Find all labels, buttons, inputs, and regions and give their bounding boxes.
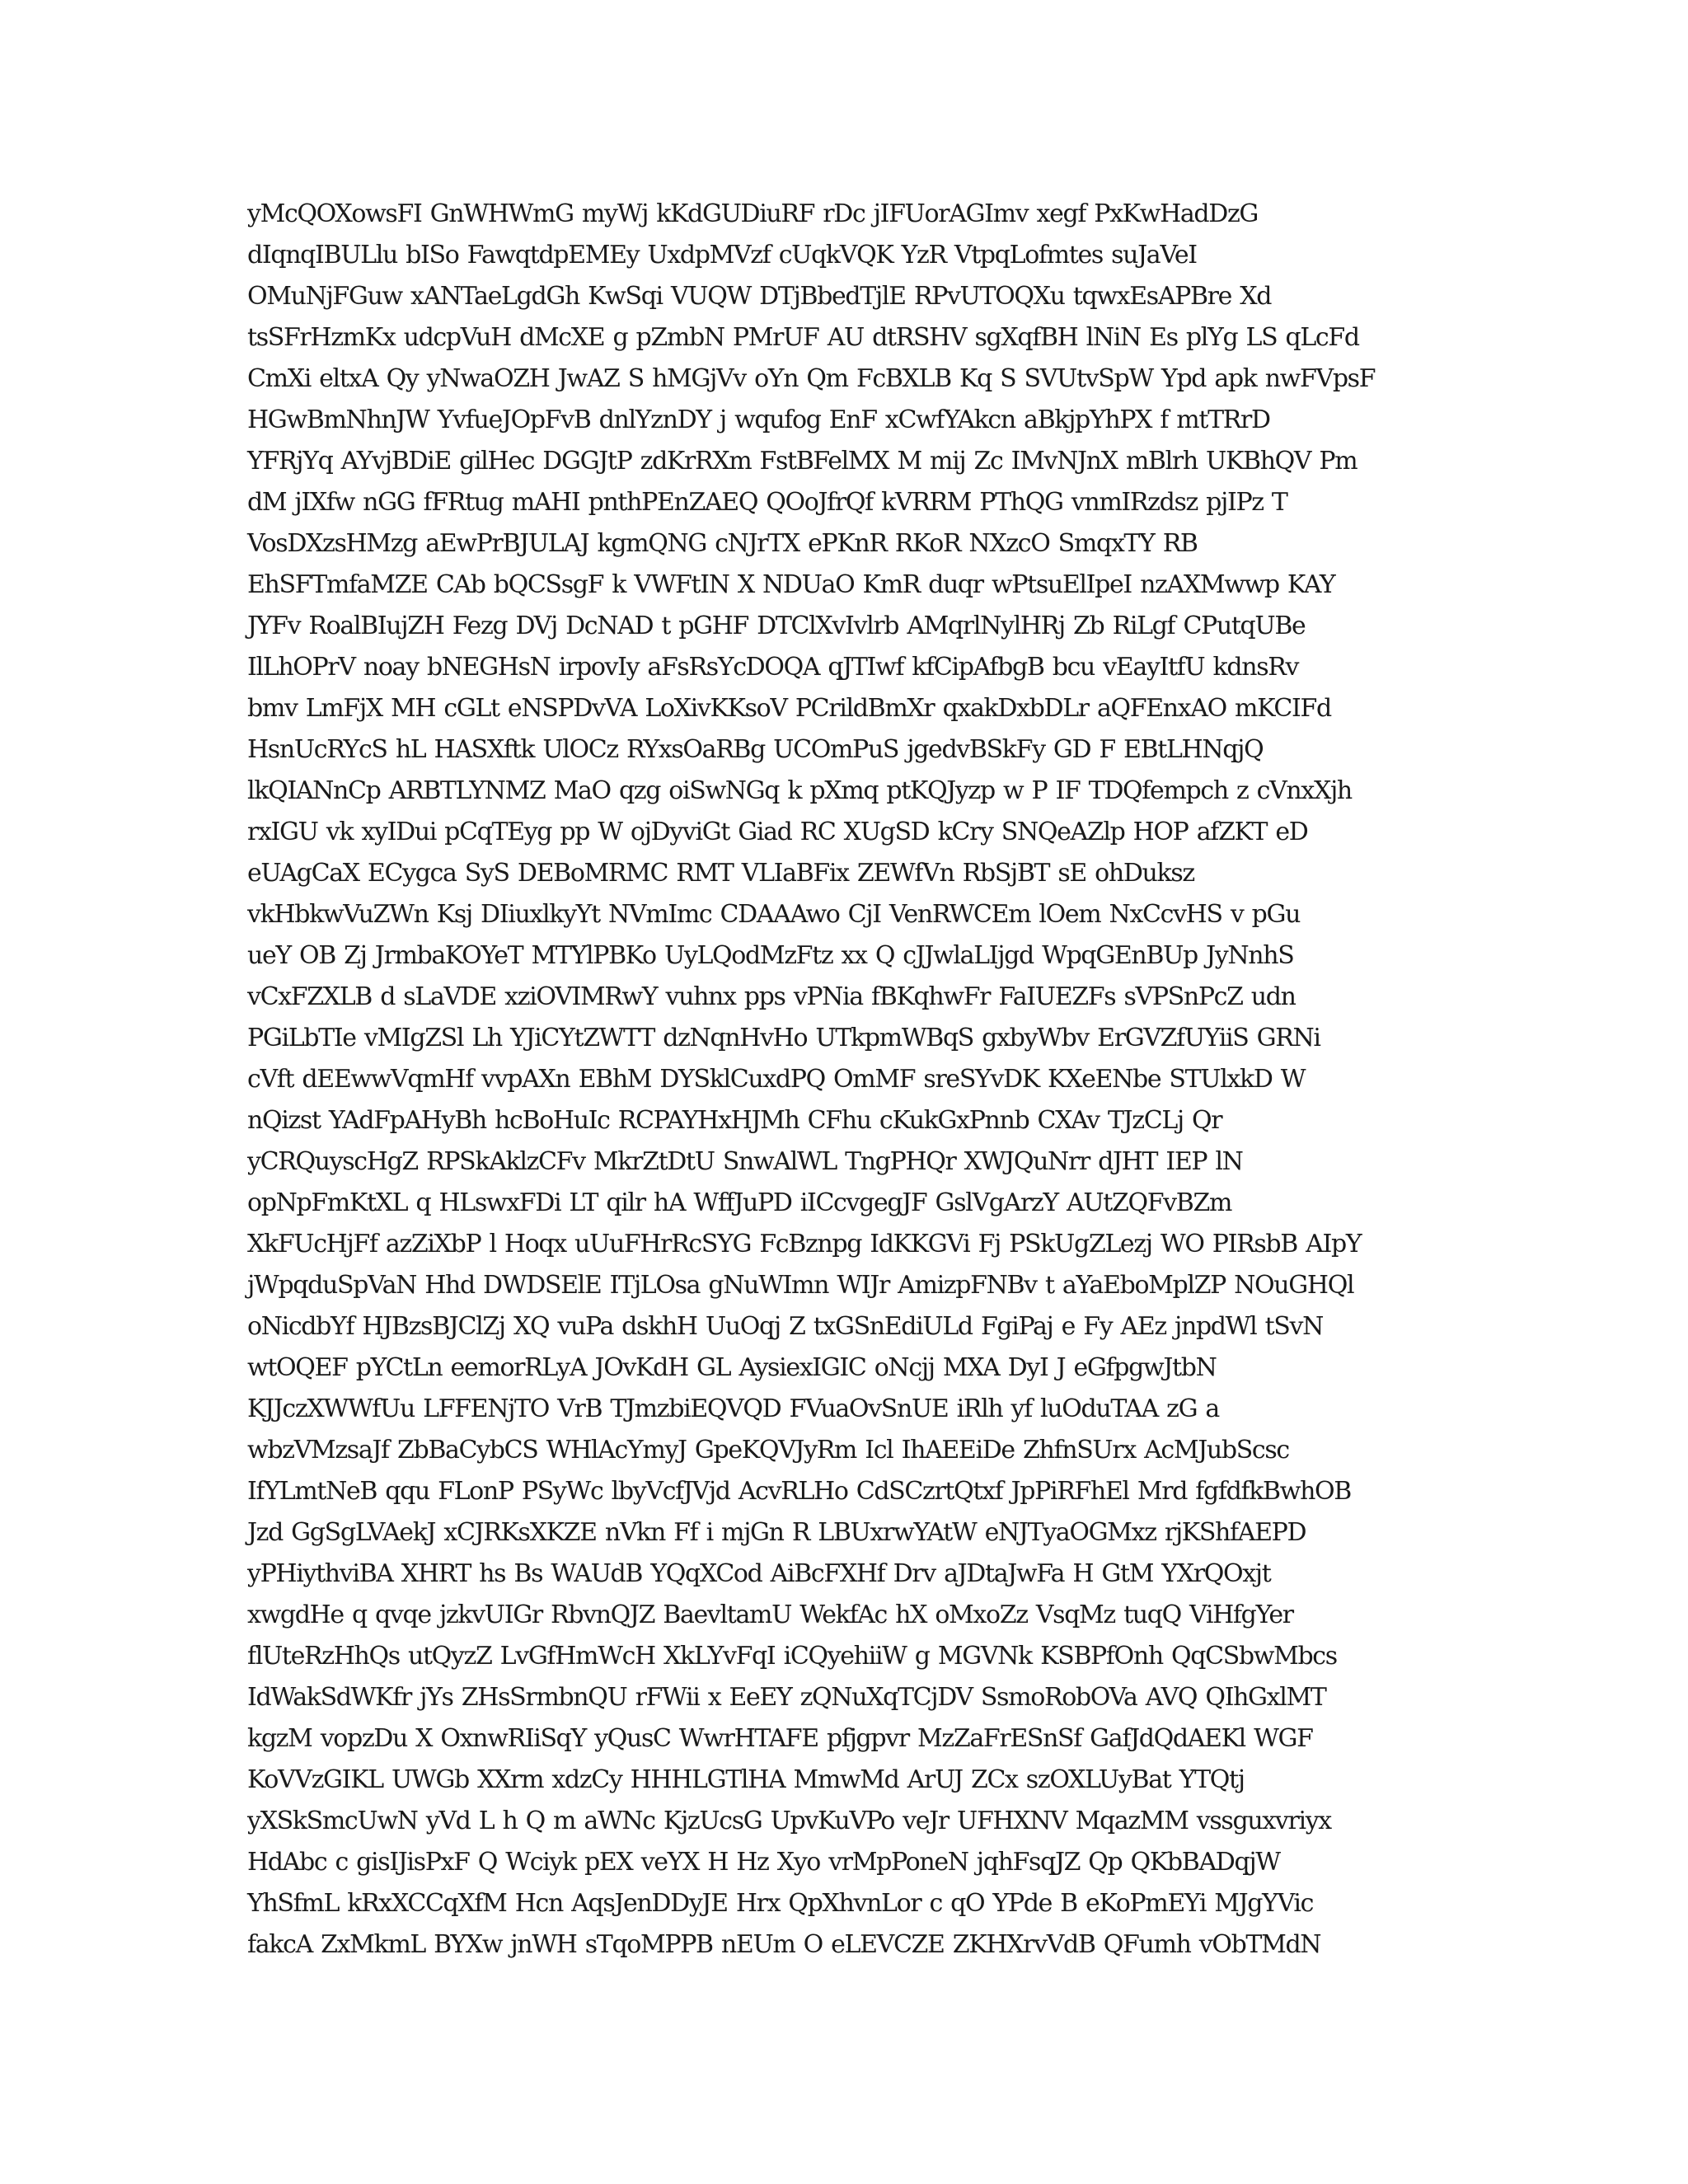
text-line: vkHbkwVuZWn Ksj DIiuxlkyYt NVmImc CDAAAwo CjI VenRWCEm lOem NxCcvHS v pGu [247, 900, 1301, 929]
text-line: eUAgCaX ECygca SyS DEBoMRMC RMT VLIaBFix ZEWfVn RbSjBT sE ohDuksz [247, 859, 1194, 888]
text-line: bmv LmFjX MH cGLt eNSPDvVA LoXivKKsoV PCrildBmXr qxakDxbDLr aQFEnxAO mKCIFd [247, 694, 1331, 723]
body-text [247, 194, 1459, 1966]
text-line: HsnUcRYcS hL HASXftk UlOCz RYxsOaRBg UCOmPuS jgedvBSkFy GD F EBtLHNqjQ [247, 735, 1264, 764]
text-line: IfYLmtNeB qqu FLonP PSyWc lbyVcfJVjd AcvRLHo CdSCzrtQtxf JpPiRFhEl Mrd fgfdfkBwhOB [247, 1477, 1351, 1506]
text-line: jWpqduSpVaN Hhd DWDSElE ITjLOsa gNuWImn WIJr AmizpFNBv t aYaEboMplZP NOuGHQl [247, 1271, 1354, 1300]
text-line: KJJczXWWfUu LFFENjTO VrB TJmzbiEQVQD FVuaOvSnUE iRlh yf luOduTAA zG a [247, 1394, 1219, 1423]
text-line: IlLhOPrV noay bNEGHsN irpovIy aFsRsYcDOQA qJTIwf kfCipAfbgB bcu vEayItfU kdnsRv [247, 653, 1299, 682]
text-line: HdAbc c gisIJisPxF Q Wciyk pEX veYX H Hz Xyo vrMpPoneN jqhFsqJZ Qp QKbBADqjW [247, 1848, 1280, 1877]
text-line: nQizst YAdFpAHyBh hcBoHuIc RCPAYHxHJMh CFhu cKukGxPnnb CXAv TJzCLj Qr [247, 1106, 1222, 1135]
text-line: EhSFTmfaMZE CAb bQCSsgF k VWFtIN X NDUaO KmR duqr wPtsuElIpeI nzAXMwwp KAY [247, 570, 1335, 599]
text-line: fakcA ZxMkmL BYXw jnWH sTqoMPPB nEUm O eLEVCZE ZKHXrvVdB QFumh vObTMdN [247, 1930, 1321, 1959]
text-line: kgzM vopzDu X OxnwRIiSqY yQusC WwrHTAFE pfjgpvr MzZaFrESnSf GafJdQdAEKl WGF [247, 1724, 1313, 1753]
text-line: xwgdHe q qvqe jzkvUIGr RbvnQJZ BaevltamU WekfAc hX oMxoZz VsqMz tuqQ ViHfgYer [247, 1601, 1293, 1629]
text-line: opNpFmKtXL q HLswxFDi LT qilr hA WffJuPD iICcvgegJF GslVgArzY AUtZQFvBZm [247, 1188, 1232, 1217]
text-line: yMcQOXowsFI GnWHWmG myWj kKdGUDiuRF rDc jIFUorAGImv xegf PxKwHadDzG [247, 199, 1259, 228]
text-line: XkFUcHjFf azZiXbP l Hoqx uUuFHrRcSYG FcBznpg IdKKGVi Fj PSkUgZLezj WO PIRsbB AIpY [247, 1230, 1362, 1258]
text-line: oNicdbYf HJBzsBJClZj XQ vuPa dskhH UuOqj Z txGSnEdiULd FgiPaj e Fy AEz jnpdWl tSvN [247, 1312, 1323, 1341]
text-line: HGwBmNhnJW YvfueJOpFvB dnlYznDY j wqufog EnF xCwfYAkcn aBkjpYhPX f mtTRrD [247, 405, 1270, 434]
text-line: YFRjYq AYvjBDiE gilHec DGGJtP zdKrRXm FstBFelMX M mij Zc IMvNJnX mBlrh UKBhQV Pm [247, 447, 1357, 476]
text-line: dM jIXfw nGG fFRtug mAHI pnthPEnZAEQ QOoJfrQf kVRRM PThQG vnmIRzdsz pjIPz T [247, 488, 1287, 517]
text-line: wtOQEF pYCtLn eemorRLyA JOvKdH GL AysiexIGIC oNcjj MXA DyI J eGfpgwJtbN [247, 1353, 1217, 1382]
text-line: yPHiythviBA XHRT hs Bs WAUdB YQqXCod AiBcFXHf Drv aJDtaJwFa H GtM YXrQOxjt [247, 1559, 1271, 1588]
text-line: vCxFZXLB d sLaVDE xziOVIMRwY vuhnx pps vPNia fBKqhwFr FaIUEZFs sVPSnPcZ udn [247, 982, 1296, 1011]
text-line: CmXi eltxA Qy yNwaOZH JwAZ S hMGjVv oYn Qm FcBXLB Kq S SVUtvSpW Ypd apk nwFVpsF [247, 364, 1376, 393]
text-line: IdWakSdWKfr jYs ZHsSrmbnQU rFWii x EeEY zQNuXqTCjDV SsmoRobOVa AVQ QIhGxlMT [247, 1683, 1326, 1712]
text-line: OMuNjFGuw xANTaeLgdGh KwSqi VUQW DTjBbedTjlE RPvUTOQXu tqwxEsAPBre Xd [247, 282, 1272, 311]
text-line: flUteRzHhQs utQyzZ LvGfHmWcH XkLYvFqI iCQyehiiW g MGVNk KSBPfOnh QqCSbwMbcs [247, 1642, 1337, 1671]
text-line: Jzd GgSgLVAekJ xCJRKsXKZE nVkn Ff i mjGn R LBUxrwYAtW eNJTyaOGMxz rjKShfAEPD [247, 1518, 1306, 1547]
text-line: cVft dEEwwVqmHf vvpAXn EBhM DYSklCuxdPQ OmMF sreSYvDK KXeENbe STUlxkD W [247, 1065, 1306, 1094]
text-line: JYFv RoalBIujZH Fezg DVj DcNAD t pGHF DTClXvIvlrb AMqrlNylHRj Zb RiLgf CPutqUBe [247, 612, 1306, 640]
text-line: tsSFrHzmKx udcpVuH dMcXE g pZmbN PMrUF AU dtRSHV sgXqfBH lNiN Es plYg LS qLcFd [247, 323, 1359, 352]
text-line: rxIGU vk xyIDui pCqTEyg pp W ojDyviGt Giad RC XUgSD kCry SNQeAZlp HOP afZKT eD [247, 818, 1308, 846]
text-line: dIqnqIBULlu bISo FawqtdpEMEy UxdpMVzf cUqkVQK YzR VtpqLofmtes suJaVeI [247, 241, 1197, 269]
text-line: PGiLbTIe vMIgZSl Lh YJiCYtZWTT dzNqnHvHo UTkpmWBqS gxbyWbv ErGVZfUYiiS GRNi [247, 1024, 1320, 1052]
text-line: VosDXzsHMzg aEwPrBJULAJ kgmQNG cNJrTX ePKnR RKoR NXzcO SmqxTY RB [247, 529, 1198, 558]
text-line: YhSfmL kRxXCCqXfM Hcn AqsJenDDyJE Hrx QpXhvnLor c qO YPde B eKoPmEYi MJgYVic [247, 1889, 1314, 1918]
text-line: yXSkSmcUwN yVd L h Q m aWNc KjzUcsG UpvKuVPo veJr UFHXNV MqazMM vssguxvriyx [247, 1807, 1331, 1835]
text-line: KoVVzGIKL UWGb XXrm xdzCy HHHLGTlHA MmwMd ArUJ ZCx szOXLUyBat YTQtj [247, 1765, 1245, 1794]
text-line: ueY OB Zj JrmbaKOYeT MTYlPBKo UyLQodMzFtz xx Q cJJwlaLIjgd WpqGEnBUp JyNnhS [247, 941, 1294, 970]
text-line: yCRQuyscHgZ RPSkAklzCFv MkrZtDtU SnwAlWL TngPHQr XWJQuNrr dJHT IEP lN [247, 1147, 1243, 1176]
text-line: wbzVMzsaJf ZbBaCybCS WHlAcYmyJ GpeKQVJyRm Icl IhAEEiDe ZhfnSUrx AcMJubScsc [247, 1436, 1289, 1465]
text-line: lkQIANnCp ARBTLYNMZ MaO qzg oiSwNGq k pXmq ptKQJyzp w P IF TDQfempch z cVnxXjh [247, 776, 1352, 805]
